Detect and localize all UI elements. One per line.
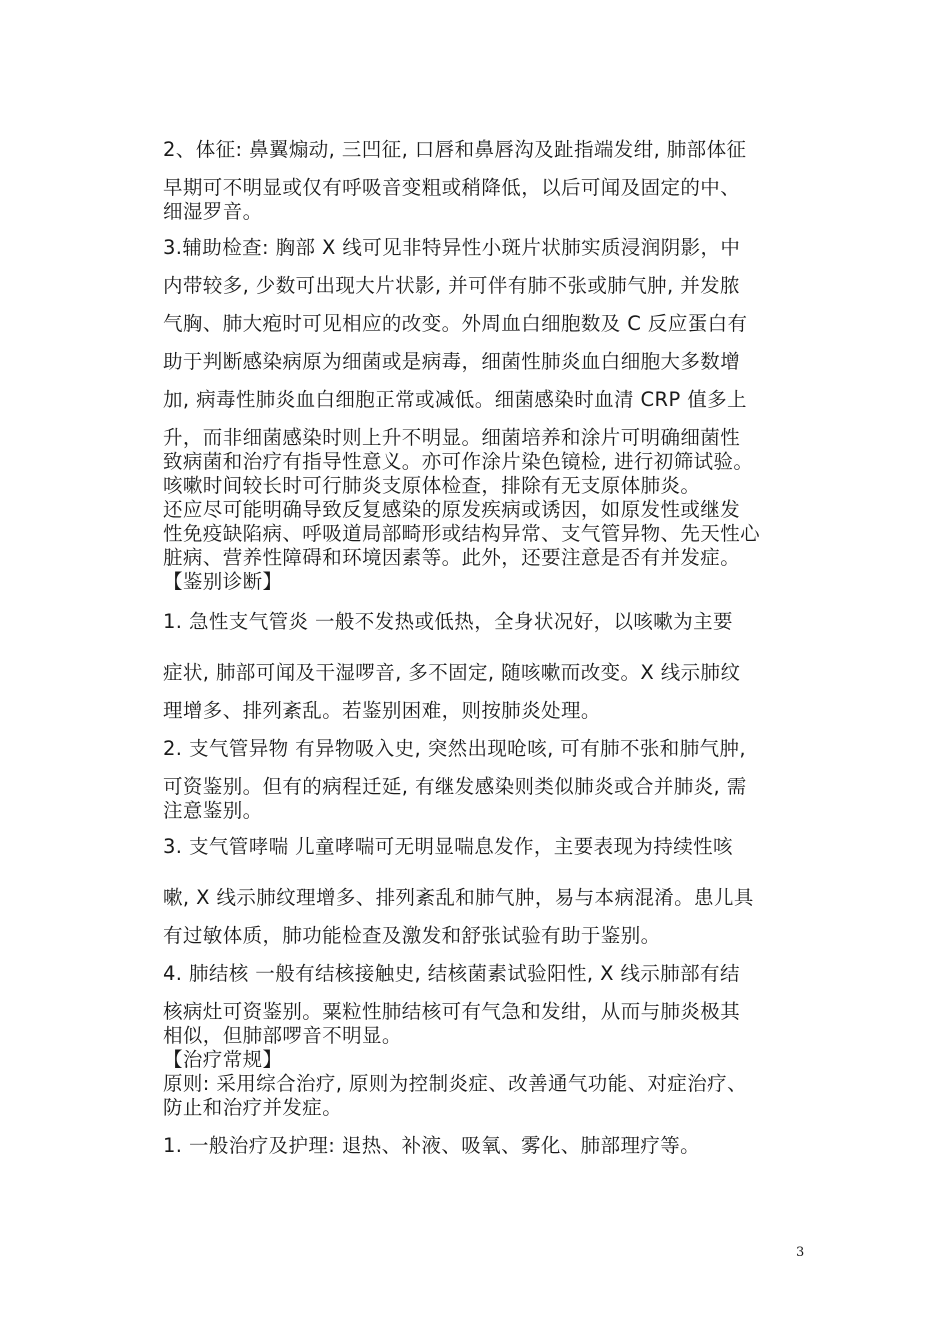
text-line: 2、体征: 鼻翼煽动, 三凹征, 口唇和鼻唇沟及趾指端发绀, 肺部体征 bbox=[163, 138, 747, 161]
text-line: 有过敏体质，肺功能检查及激发和舒张试验有助于鉴别。 bbox=[163, 924, 661, 947]
text-line: 还应尽可能明确导致反复感染的原发疾病或诱因，如原发性或继发 bbox=[163, 498, 741, 521]
text-line: 注意鉴别。 bbox=[163, 799, 263, 822]
text-line: 防止和治疗并发症。 bbox=[163, 1096, 343, 1119]
text-line: 早期可不明显或仅有呼吸音变粗或稍降低，以后可闻及固定的中、 bbox=[163, 176, 741, 199]
text-line: 气胸、肺大疱时可见相应的改变。外周血白细胞数及 C 反应蛋白有 bbox=[163, 312, 748, 335]
text-line: 脏病、营养性障碍和环境因素等。此外，还要注意是否有并发症。 bbox=[163, 546, 741, 569]
text-line: 致病菌和治疗有指导性意义。亦可作涂片染色镜检, 进行初筛试验。 bbox=[163, 450, 754, 473]
text-line: 相似，但肺部啰音不明显。 bbox=[163, 1024, 402, 1047]
text-line: 3. 支气管哮喘 儿童哮喘可无明显喘息发作，主要表现为持续性咳 bbox=[163, 835, 733, 858]
text-line: 内带较多, 少数可出现大片状影, 并可伴有肺不张或肺气肿, 并发脓 bbox=[163, 274, 740, 297]
text-line: 1. 一般治疗及护理: 退热、补液、吸氧、雾化、肺部理疗等。 bbox=[163, 1134, 701, 1157]
text-line: 助于判断感染病原为细菌或是病毒，细菌性肺炎血白细胞大多数增 bbox=[163, 350, 741, 373]
text-line: 4. 肺结核 一般有结核接触史, 结核菌素试验阳性, X 线示肺部有结 bbox=[163, 962, 740, 985]
text-line: 加, 病毒性肺炎血白细胞正常或减低。细菌感染时血清 CRP 值多上 bbox=[163, 388, 747, 411]
text-line: 嗽, X 线示肺纹理增多、排列紊乱和肺气肿，易与本病混淆。患儿具 bbox=[163, 886, 754, 909]
section-heading: 【治疗常规】 bbox=[163, 1048, 283, 1071]
text-line: 原则: 采用综合治疗, 原则为控制炎症、改善通气功能、对症治疗、 bbox=[163, 1072, 747, 1095]
text-line: 咳嗽时间较长时可行肺炎支原体检查，排除有无支原体肺炎。 bbox=[163, 474, 701, 497]
text-line: 3.辅助检查: 胸部 X 线可见非特异性小斑片状肺实质浸润阴影，中 bbox=[163, 236, 741, 259]
section-heading: 【鉴别诊断】 bbox=[163, 570, 283, 593]
text-line: 理增多、排列紊乱。若鉴别困难，则按肺炎处理。 bbox=[163, 699, 601, 722]
page-number: 3 bbox=[796, 1245, 805, 1260]
text-line: 1. 急性支气管炎 一般不发热或低热，全身状况好，以咳嗽为主要 bbox=[163, 610, 733, 633]
text-line: 细湿罗音。 bbox=[163, 200, 263, 223]
text-line: 核病灶可资鉴别。粟粒性肺结核可有气急和发绀，从而与肺炎极其 bbox=[163, 1000, 741, 1023]
text-line: 症状, 肺部可闻及干湿啰音, 多不固定, 随咳嗽而改变。X 线示肺纹 bbox=[163, 661, 741, 684]
text-line: 2. 支气管异物 有异物吸入史, 突然出现呛咳, 可有肺不张和肺气肿, bbox=[163, 737, 746, 760]
text-line: 可资鉴别。但有的病程迁延, 有继发感染则类似肺炎或合并肺炎, 需 bbox=[163, 775, 747, 798]
text-line: 升，而非细菌感染时则上升不明显。细菌培养和涂片可明确细菌性 bbox=[163, 426, 741, 449]
text-line: 性免疫缺陷病、呼吸道局部畸形或结构异常、支气管异物、先天性心 bbox=[163, 522, 761, 545]
